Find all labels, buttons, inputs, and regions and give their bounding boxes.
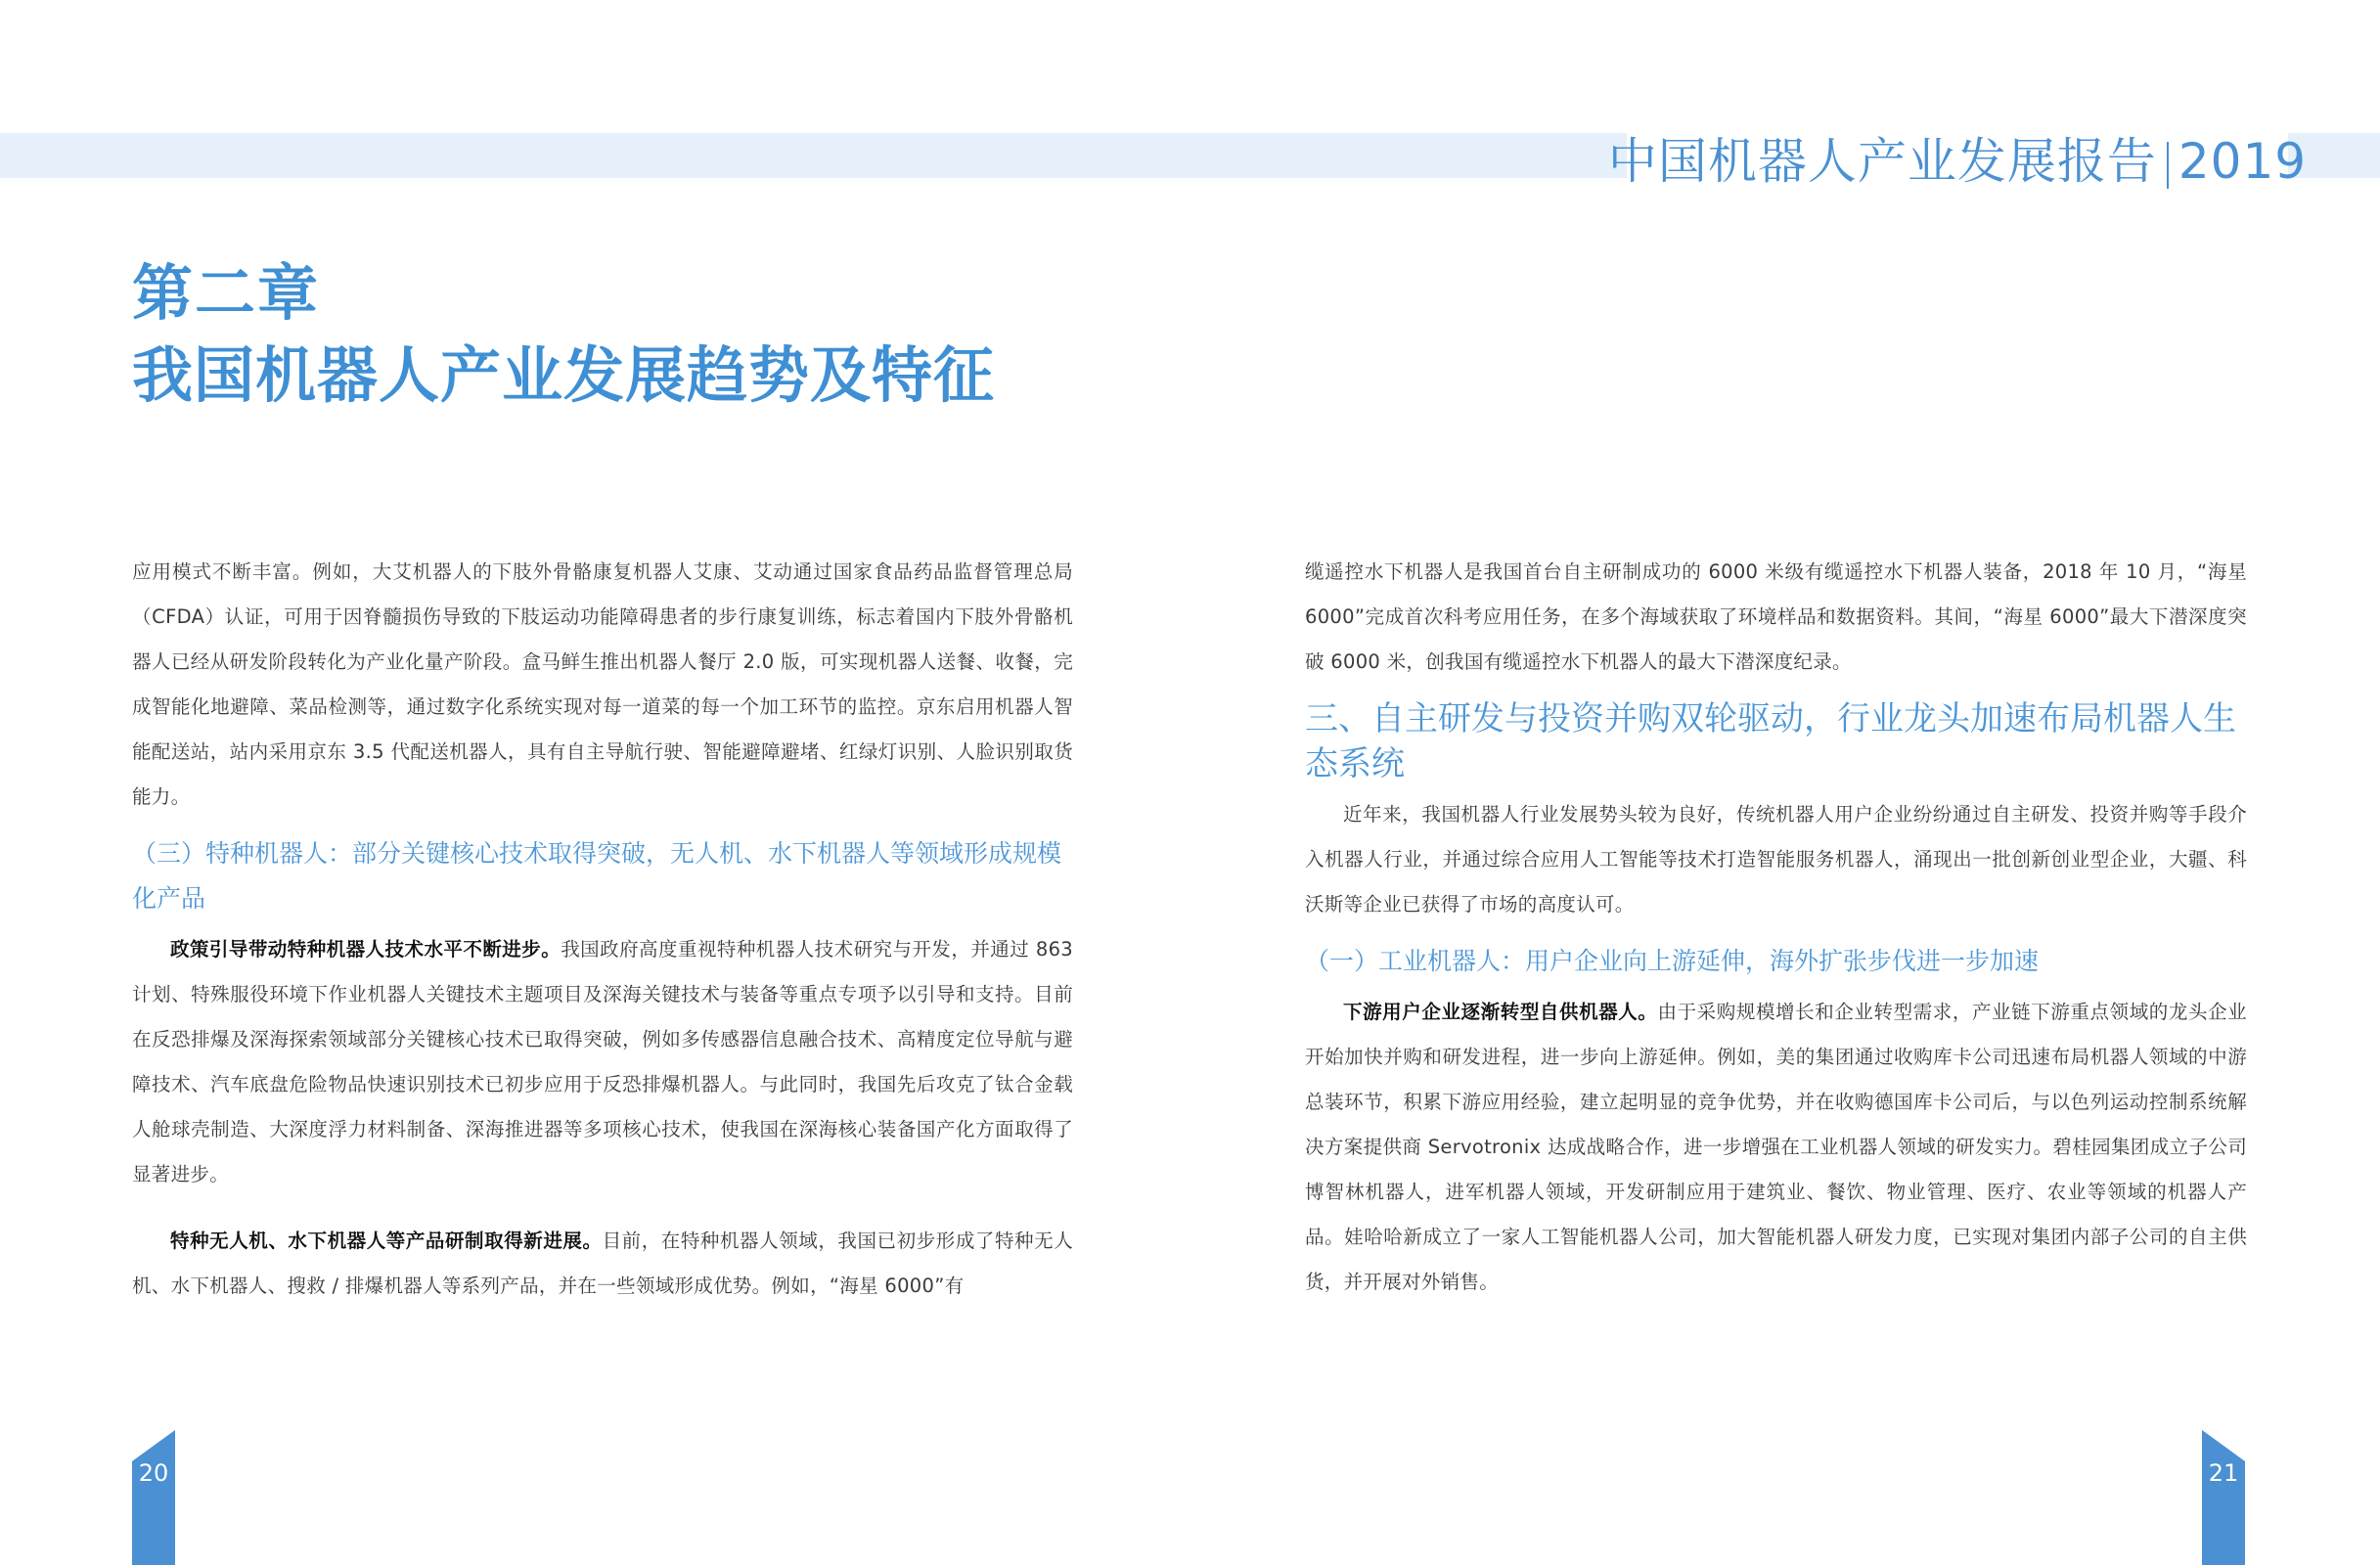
page-number-left: 20 — [138, 1459, 169, 1487]
page-tab-right — [2202, 1430, 2245, 1565]
right-column — [1305, 550, 2247, 1305]
left-paragraph-2 — [132, 927, 1073, 1197]
left-paragraph-1: 应用模式不断丰富。例如，大艾机器人的下肢外骨骼康复机器人艾康、艾动通过国家食品药品监督管理总局（CFDA）认证，可用于因脊髓损伤导致的下肢运动功能障碍患者的步行康复训练，标志着国内下肢外骨骼机器人已经从研发阶段转化为产业化量产阶段。盒马鲜生推出机器人餐厅 2.0 版，可实现机器人送餐、收餐，完成智能化地避障、菜品检测等，通过数字化系统实现对每一道菜的每一个加工环节的监控。京东启用机器人智能配送站，站内采用京东 3.5 代配送机器人，具有自主导航行驶、智能避障避堵、红绿灯识别、人脸识别取货能力。 — [132, 560, 1073, 808]
chapter-title: 我国机器人产业发展趋势及特征 — [132, 339, 996, 411]
report-header — [1607, 117, 2308, 198]
right-paragraph-3-body: 由于采购规模增长和企业转型需求，产业链下游重点领域的龙头企业开始加快并购和研发进程，进一步向上游延伸。例如，美的集团通过收购库卡公司迅速布局机器人领域的中游总装环节，积累下游应用经验，建立起明显的竞争优势，并在收购德国库卡公司后，与以色列运动控制系统解决方案提供商 Servotronix 达成战略合作，进一步增强在工业机器人领域的研发实力。碧桂园集团成立子公司博智林机器人，进军机器人领域，开发研制应用于建筑业、餐饮、物业管理、医疗、农业等领域的机器人产品。娃哈哈新成立了一家人工智能机器人公司，加大智能机器人研发力度，已实现对集团内部子公司的自主供货，并开展对外销售。 — [1305, 1001, 2247, 1293]
right-paragraph-3-lead: 下游用户企业逐渐转型自供机器人。 — [1343, 1001, 1658, 1023]
left-paragraph-3-body: 目前，在特种机器人领域，我国已初步形成了特种无人机、水下机器人、搜救 / 排爆机器人等系列产品，并在一些领域形成优势。例如，“海星 6000”有 — [132, 1230, 1073, 1297]
right-paragraph-2: 近年来，我国机器人行业发展势头较为良好，传统机器人用户企业纷纷通过自主研发、投资并购等手段介入机器人行业，并通过综合应用人工智能等技术打造智能服务机器人，涌现出一批创新创业型企业，大疆、科沃斯等企业已获得了市场的高度认可。 — [1305, 803, 2247, 916]
report-title — [1608, 122, 2307, 193]
right-paragraph-3 — [1305, 990, 2247, 1305]
left-paragraph-2-lead: 政策引导带动特种机器人技术水平不断进步。 — [170, 938, 561, 961]
left-paragraph-3-lead: 特种无人机、水下机器人等产品研制取得新进展。 — [170, 1230, 603, 1252]
right-section-heading: 三、自主研发与投资并购双轮驱动，行业龙头加速布局机器人生态系统 — [1305, 699, 2236, 783]
page-tab-left — [132, 1430, 175, 1565]
header-separator — [2167, 142, 2169, 189]
right-paragraph-1: 缆遥控水下机器人是我国首台自主研制成功的 6000 米级有缆遥控水下机器人装备，2018 年 10 月，“海星 6000”完成首次科考应用任务，在多个海域获取了环境样品和数据资料。其间，“海星 6000”最大下潜深度突破 6000 米，创我国有缆遥控水下机器人的最大下潜深度纪录。 — [1305, 560, 2247, 673]
report-year: 2019 — [2178, 133, 2308, 190]
left-column — [132, 550, 1073, 1309]
left-paragraph-2-body: 我国政府高度重视特种机器人技术研究与开发，并通过 863 计划、特殊服役环境下作业机器人关键技术主题项目及深海关键技术与装备等重点专项予以引导和支持。目前在反恐排爆及深海探索领域部分关键核心技术已取得突破，例如多传感器信息融合技术、高精度定位导航与避障技术、汽车底盘危险物品快速识别技术已初步应用于反恐排爆机器人。与此同时，我国先后攻克了钛合金载人舱球壳制造、大深度浮力材料制备、深海推进器等多项核心技术，使我国在深海核心装备国产化方面取得了显著进步。 — [132, 938, 1073, 1185]
left-paragraph-3 — [132, 1219, 1073, 1309]
left-heading-special-robots: （三）特种机器人：部分关键核心技术取得突破，无人机、水下机器人等领域形成规模化产品 — [132, 839, 1062, 913]
chapter-number: 第二章 — [132, 257, 321, 329]
page-number-right: 21 — [2208, 1459, 2239, 1487]
report-title-text: 中国机器人产业发展报告 — [1607, 133, 2157, 190]
right-heading-industrial-robots: （一）工业机器人：用户企业向上游延伸，海外扩张步伐进一步加速 — [1305, 947, 2040, 975]
